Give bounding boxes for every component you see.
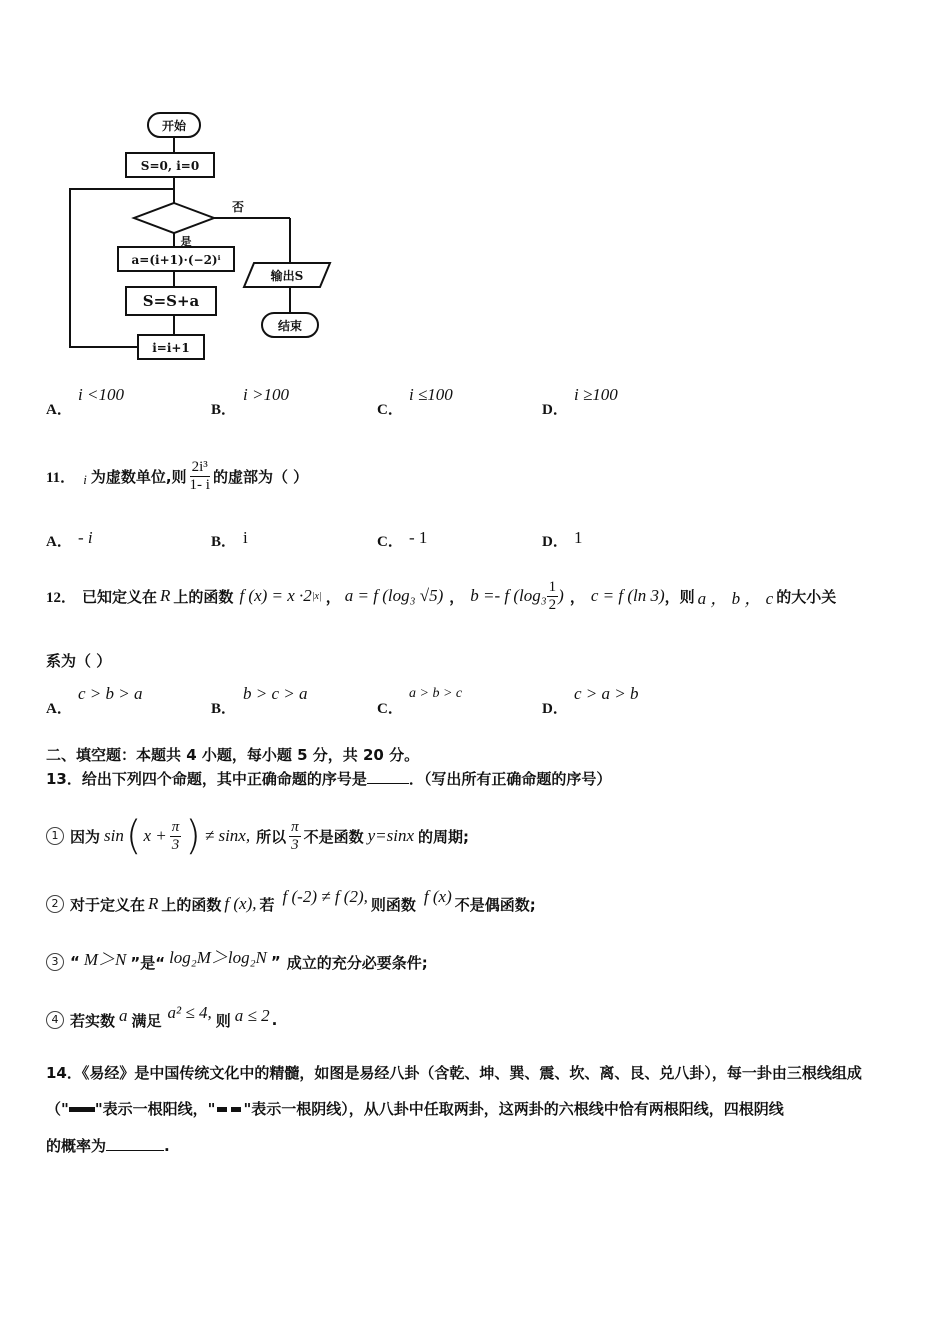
q13-p4-a: 若实数 bbox=[70, 1011, 116, 1030]
flowchart bbox=[60, 105, 350, 370]
q13-p1-fraction bbox=[170, 819, 182, 853]
q13-p4-res: a ≤ 2 bbox=[234, 1006, 270, 1025]
q14-line3 bbox=[46, 1135, 170, 1156]
q13-p1-a: 因为 bbox=[70, 827, 101, 846]
q13-p4-b: 满足 bbox=[131, 1011, 162, 1030]
q11-fraction bbox=[190, 459, 210, 493]
q14-answer-blank[interactable] bbox=[106, 1150, 164, 1151]
q12-R: R bbox=[160, 586, 171, 605]
yin-line-icon-right bbox=[231, 1107, 241, 1112]
flow-output-text: 输出S bbox=[270, 269, 304, 283]
q11-frac-den: 1- i bbox=[189, 476, 210, 493]
q14-l2-a: （" bbox=[46, 1100, 69, 1118]
q13-stem2: ．（写出所有正确命题的序号） bbox=[408, 770, 612, 788]
q13-p4-number: 4 bbox=[46, 1011, 64, 1029]
q13-answer-blank[interactable] bbox=[367, 783, 409, 784]
q10-option-d: i ≥100 bbox=[574, 385, 618, 404]
q13-p2-b: 上的函数 bbox=[161, 895, 222, 914]
q13-p2-c: 若 bbox=[259, 895, 275, 914]
q12-option-b: b > c > a bbox=[243, 684, 308, 703]
flow-decision bbox=[134, 203, 214, 233]
q12-option-c: a > b > c bbox=[409, 686, 463, 701]
q13-proposition-2 bbox=[46, 884, 536, 924]
q14-l3-a: 的概率为 bbox=[46, 1137, 107, 1155]
q12-text1: 已知定义在 bbox=[82, 587, 158, 606]
q12-b-def2: ) bbox=[558, 586, 564, 605]
flow-end-text: 结束 bbox=[277, 319, 303, 333]
flow-no-text: 否 bbox=[231, 200, 245, 214]
q12-b-den: 2 bbox=[548, 596, 557, 613]
q13-p1-sin: sin bbox=[104, 826, 124, 845]
q13-p1-fraction2 bbox=[289, 819, 301, 853]
flow-step-i-text: i=i+1 bbox=[152, 341, 190, 355]
q11-option-d: 1 bbox=[574, 528, 583, 547]
q13-stem1: 13．给出下列四个命题，其中正确命题的序号是 bbox=[46, 770, 367, 788]
q11-option-b-label: B． bbox=[211, 534, 237, 550]
q10-option-a: i <100 bbox=[78, 385, 124, 404]
q13-p4-c: 则 bbox=[215, 1011, 231, 1030]
q13-p1-ne: ≠ sinx, bbox=[204, 826, 251, 845]
q13-p3-mn: M＞N bbox=[83, 949, 127, 969]
q13-p1-number: 1 bbox=[46, 827, 64, 845]
flow-start-text: 开始 bbox=[161, 119, 187, 133]
q13-p1-frac2-num: π bbox=[291, 819, 299, 835]
q13-p1-lparen: ( bbox=[125, 813, 142, 859]
q11-option-b: i bbox=[243, 528, 248, 547]
q13-p1-d: 的周期; bbox=[418, 827, 470, 846]
flow-init-text: S=0, i=0 bbox=[140, 159, 200, 173]
q13-p1-y: y=sinx bbox=[367, 826, 415, 845]
q12-fx: f (x) = x ·2 bbox=[239, 586, 312, 605]
q13-p4-cond: a² ≤ 4, bbox=[167, 1003, 212, 1022]
q13-p1-b: 所以 bbox=[256, 827, 287, 846]
q13-p2-fx2: f (x) bbox=[423, 887, 452, 906]
yang-line-icon bbox=[69, 1107, 95, 1112]
q13-p2-a: 对于定义在 bbox=[70, 895, 146, 914]
q12-option-a: c > b > a bbox=[78, 684, 143, 703]
q13-p2-ineq: f (-2) ≠ f (2), bbox=[282, 887, 368, 906]
q13-p4-var: a bbox=[119, 1006, 128, 1025]
q13-p3-q3: ” bbox=[270, 953, 281, 971]
q13-p2-R: R bbox=[148, 894, 159, 913]
q12-option-b-label: B． bbox=[211, 701, 237, 717]
q12-number: 12． bbox=[46, 589, 77, 606]
q12-text4: 的大小关 bbox=[776, 587, 837, 606]
q11-frac-num: 2i³ bbox=[191, 459, 208, 475]
q11-option-d-label: D． bbox=[542, 534, 568, 550]
q11-number: 11． bbox=[46, 469, 76, 486]
q11-var: i bbox=[83, 472, 87, 487]
q10-option-b: i >100 bbox=[243, 385, 289, 404]
flow-step-s-text: S=S+a bbox=[142, 292, 200, 310]
q11-stem bbox=[46, 446, 308, 506]
yin-line-icon-left bbox=[217, 1107, 227, 1112]
q11-option-a: - i bbox=[78, 528, 93, 547]
q10-option-c-label: C． bbox=[377, 402, 403, 418]
q10-option-c: i ≤100 bbox=[409, 385, 453, 404]
q12-b-num: 1 bbox=[548, 579, 557, 595]
q14-l2-b: "表示一根阳线，" bbox=[94, 1100, 216, 1118]
q14-l2-c: "表示一根阴线），从八卦中任取两卦，这两卦的六根线中恰有两根阳线，四根阴线 bbox=[243, 1100, 784, 1118]
q13-p2-fx: f (x), bbox=[224, 894, 257, 913]
q13-proposition-4 bbox=[46, 1000, 277, 1040]
q13-p1-frac2-den: 3 bbox=[291, 836, 299, 853]
q13-p2-e: 不是偶函数; bbox=[454, 895, 536, 914]
q13-proposition-1 bbox=[46, 808, 469, 864]
q13-p1-c: 不是函数 bbox=[303, 827, 364, 846]
q10-option-b-label: B． bbox=[211, 402, 237, 418]
q13-p3-log: log₂M＞log₂N bbox=[169, 947, 267, 967]
q12-vars: a ， b ， c bbox=[697, 588, 774, 608]
q13-proposition-3 bbox=[46, 942, 428, 982]
q12-option-d-label: D． bbox=[542, 701, 568, 717]
q13-p3-a: 成立的充分必要条件; bbox=[286, 953, 428, 972]
q12-text5: 系为（ ） bbox=[46, 652, 112, 670]
q10-option-d-label: D． bbox=[542, 402, 568, 418]
q12-text3: ，则 bbox=[664, 587, 695, 606]
q14-line2 bbox=[46, 1098, 784, 1119]
q12-a-def: a = f (log₃ √5) bbox=[344, 586, 444, 605]
q14-line1: 14．《易经》是中国传统文化中的精髓，如图是易经八卦（含乾、坤、巽、震、坎、离、艮、兑八卦），每一卦由三根线组成 bbox=[46, 1064, 862, 1082]
q12-c-def: c = f (ln 3) bbox=[590, 586, 665, 605]
q13-p1-rparen: ) bbox=[185, 813, 201, 859]
q13-p2-d: 则函数 bbox=[370, 895, 416, 914]
q12-text2: 上的函数 bbox=[173, 587, 234, 606]
q10-option-a-label: A． bbox=[46, 402, 72, 418]
q12-option-c-label: C． bbox=[377, 701, 403, 717]
q13-p1-x: x + bbox=[143, 826, 167, 845]
q11-text2: 的虚部为（ ） bbox=[212, 467, 309, 486]
q13-p3-q2: ”是“ bbox=[130, 953, 166, 972]
q13-p1-frac-num: π bbox=[171, 819, 180, 835]
q12-stem: 12． 已知定义在 R 上的函数 f (x) = x ·2 |x| ， a = f (log₃ √5) ， b =- f (log₃ $\frac{1}{2}$ ) ， c = f (ln 3) ，则 a ， b ， c 的大小关 bbox=[46, 579, 837, 613]
q13-stem bbox=[46, 768, 611, 789]
q12-b-fraction bbox=[547, 579, 559, 613]
q12-option-a-label: A． bbox=[46, 701, 72, 717]
q13-p4-end: . bbox=[271, 1011, 278, 1029]
q11-text1: 为虚数单位,则 bbox=[90, 467, 187, 486]
flow-step-a-text: a=(i+1)·(−2)ⁱ bbox=[131, 253, 221, 267]
q13-p1-frac-den: 3 bbox=[171, 836, 180, 853]
q13-p3-number: 3 bbox=[46, 953, 64, 971]
q11-option-c: - 1 bbox=[409, 528, 428, 547]
q12-fx-sup: |x| bbox=[311, 590, 322, 602]
q13-p2-number: 2 bbox=[46, 895, 64, 913]
q12-b-def1: b =- f (log₃ bbox=[470, 586, 547, 605]
q12-option-d: c > a > b bbox=[574, 684, 639, 703]
q14-l3-b: . bbox=[164, 1137, 170, 1155]
flow-yes-text: 是 bbox=[180, 235, 192, 248]
q13-p3-q1: “ bbox=[70, 953, 80, 971]
section-heading: 二、填空题：本题共 4 小题，每小题 5 分，共 20 分。 bbox=[46, 746, 420, 764]
q11-option-a-label: A． bbox=[46, 534, 72, 550]
q11-option-c-label: C． bbox=[377, 534, 403, 550]
